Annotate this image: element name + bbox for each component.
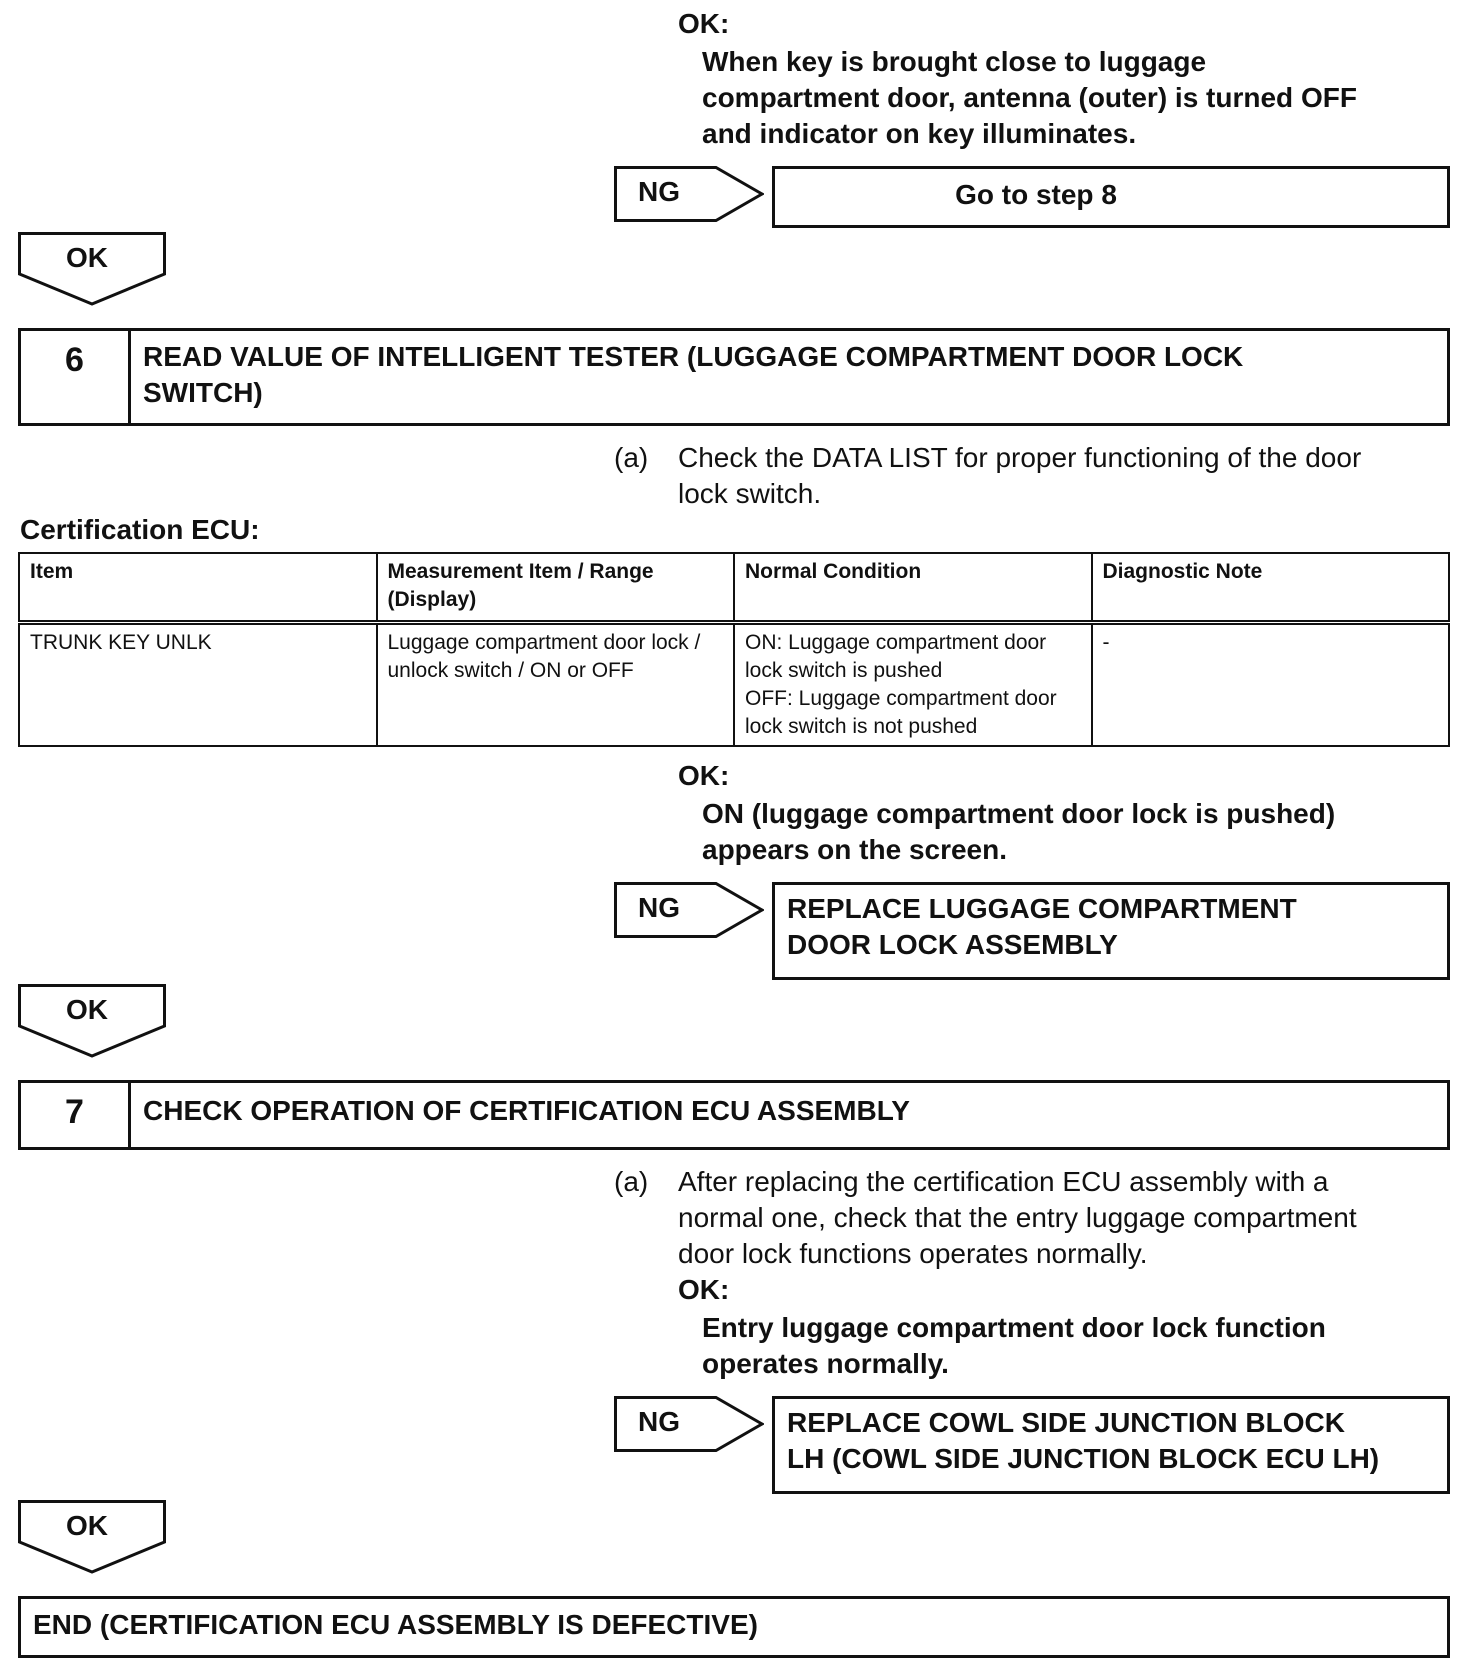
step-6-ok-label: OK: [678,760,730,791]
step-6-header [18,328,1450,426]
table-cell-item: TRUNK KEY UNLK [19,623,377,747]
step-7-ok-text: Entry luggage compartment door lock function operates normally. [702,1312,1326,1379]
table-header-row [19,553,1449,623]
top-ng-tag[interactable] [614,166,764,222]
ng-arrow-icon [614,1396,764,1452]
step-6-ng-tag[interactable] [614,882,764,938]
table-header-cell: Normal Condition [734,553,1092,623]
ng-arrow-icon [614,166,764,222]
step-title: READ VALUE OF INTELLIGENT TESTER (LUGGAGE COMPARTMENT DOOR LOCK SWITCH) [143,341,1244,408]
go-to-step-8-box[interactable]: Go to step 8 [772,166,1450,228]
table-cell-measurement: Luggage compartment door lock / unlock switch / ON or OFF [377,623,735,747]
step-7-sub-marker: (a) [614,1166,649,1197]
step-7-ng-tag[interactable] [614,1396,764,1452]
top-ok-text: When key is brought close to luggage compartment door, antenna (outer) is turned OFF and indicator on key illuminates. [702,46,1357,149]
step-7-sub-text: After replacing the certification ECU assembly with a normal one, check that the entry luggage compartment door lock functions operates normally. [678,1166,1357,1269]
table-header-cell: Diagnostic Note [1092,553,1450,623]
step-7-header [18,1080,1450,1150]
table-row [19,623,1449,747]
step-number: 6 [21,331,131,423]
step-7-ok-label: OK: [678,1274,730,1305]
step-6-sub-marker: (a) [614,442,649,473]
replace-door-lock-box[interactable]: REPLACE LUGGAGE COMPARTMENT DOOR LOCK ASSEMBLY [772,882,1450,980]
end-box: END (CERTIFICATION ECU ASSEMBLY IS DEFECTIVE) [18,1596,1450,1658]
top-ok-label: OK: [678,8,730,39]
table-cell-note: - [1092,623,1450,747]
ok-arrow-1[interactable]: OK [18,232,166,306]
ng-label: NG [638,1406,680,1437]
ok-arrow-3[interactable]: OK [18,1500,166,1574]
replace-junction-block-box[interactable]: REPLACE COWL SIDE JUNCTION BLOCK LH (COWL SIDE JUNCTION BLOCK ECU LH) [772,1396,1450,1494]
table-header-cell: Measurement Item / Range (Display) [377,553,735,623]
certification-ecu-table [18,552,1450,747]
ng-label: NG [638,892,680,923]
ng-label: NG [638,176,680,207]
step-number: 7 [21,1083,131,1147]
ok-arrow-2[interactable]: OK [18,984,166,1058]
step-title: CHECK OPERATION OF CERTIFICATION ECU ASSEMBLY [143,1095,910,1126]
table-caption: Certification ECU: [20,514,260,545]
step-6-ok-text: ON (luggage compartment door lock is pushed) appears on the screen. [702,798,1336,865]
table-cell-normal: ON: Luggage compartment door lock switch is pushed OFF: Luggage compartment door lock switch is not pushed [734,623,1092,747]
table-header-cell: Item [19,553,377,623]
ng-arrow-icon [614,882,764,938]
step-6-sub-text: Check the DATA LIST for proper functioning of the door lock switch. [678,442,1362,509]
